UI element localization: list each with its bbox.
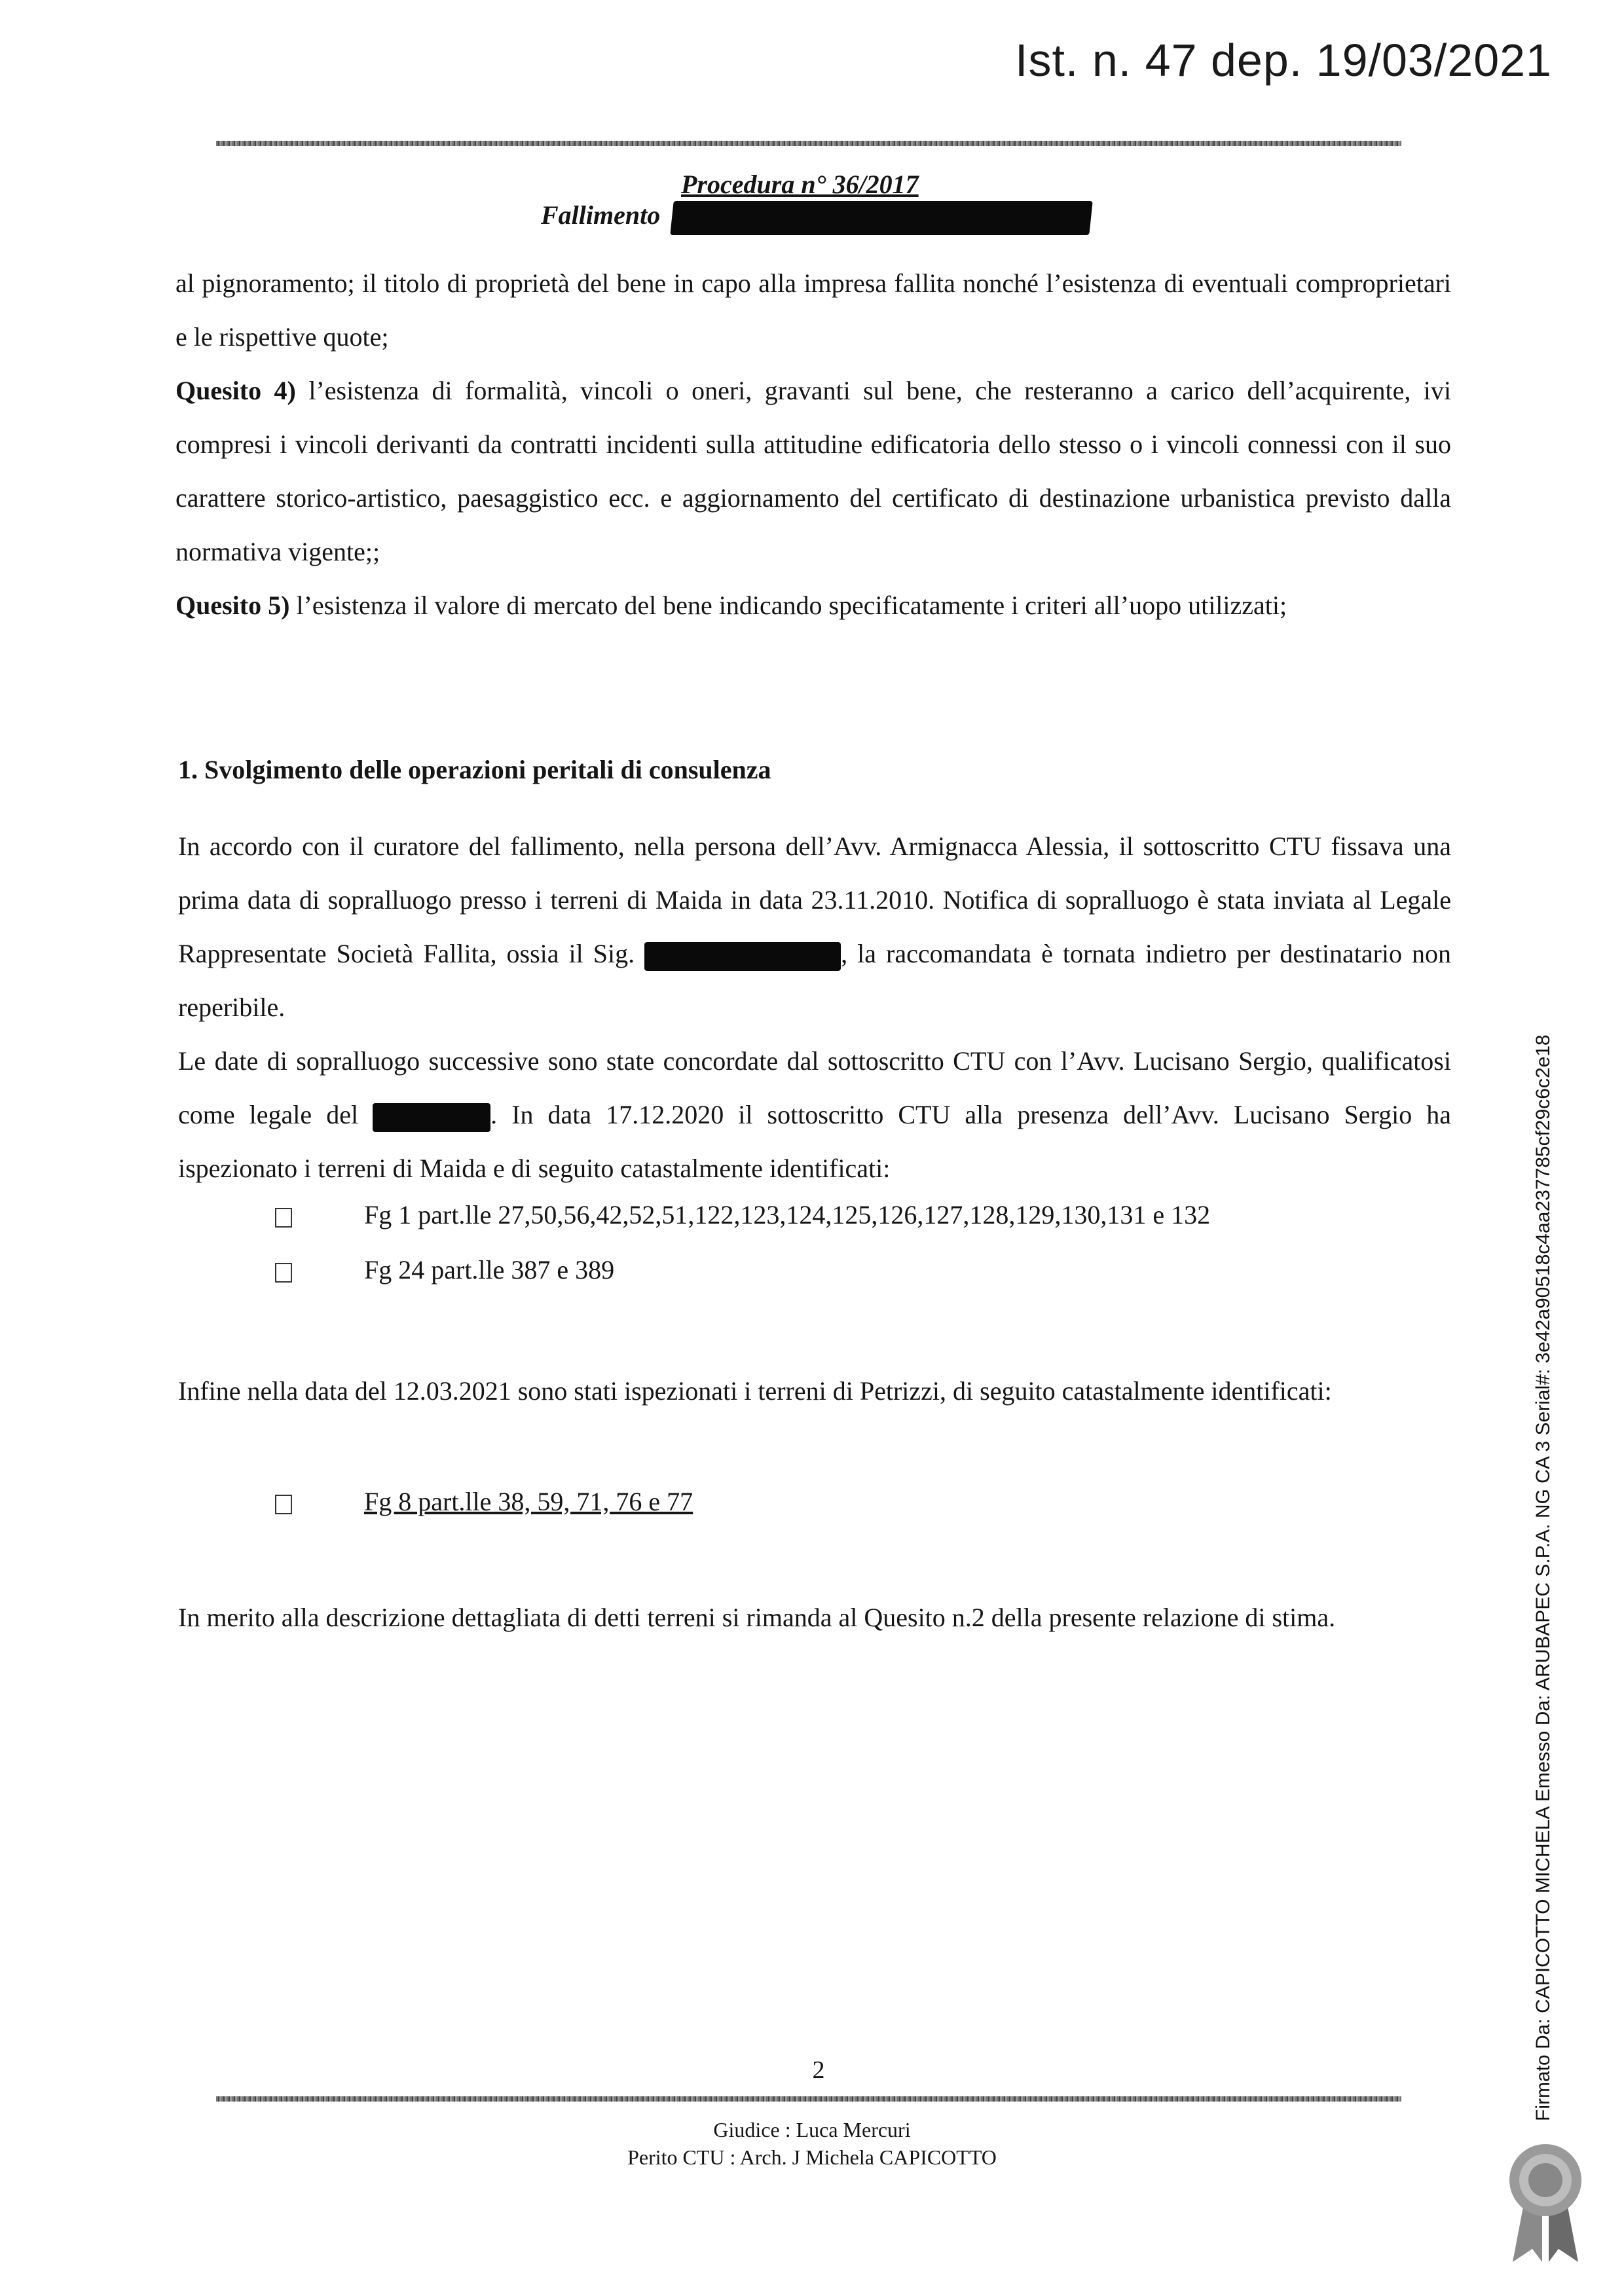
list-item-text: Fg 8 part.lle 38, 59, 71, 76 e 77	[364, 1487, 693, 1516]
quesito-5	[175, 579, 1451, 632]
procedura-label	[681, 169, 919, 200]
p2-text-a: Le date di sopralluogo successive sono state concordate dal sottoscritto CTU con l’Avv. Lucisano Sergio, qualificatosi come legale del	[178, 1046, 1451, 1129]
page-number: 2	[812, 2056, 825, 2084]
paragraph-first-inspection	[178, 820, 1451, 1034]
list-item-petrizzi-fg8	[275, 1486, 693, 1517]
checkbox-icon	[275, 1208, 292, 1228]
quesito-5-text: l’esistenza il valore di mercato del bene indicando specificatamente i criteri all’uopo utilizzati;	[296, 591, 1287, 620]
footer-rule	[216, 2096, 1401, 2102]
list-item-maida-fg1	[275, 1199, 1210, 1230]
procedura-text: Procedura n° 36/2017	[681, 170, 919, 199]
section-title: 1. Svolgimento delle operazioni peritali di consulenza	[178, 755, 771, 784]
paragraph-petrizzi: Infine nella data del 12.03.2021 sono stati ispezionati i terreni di Petrizzi, di seguito catastalmente identificati:	[178, 1376, 1332, 1406]
p2-text-b: . In data 17.12.2020 il sottoscritto CTU alla presenza dell’Avv. Lucisano Sergio ha ispezionato i terreni di Maida e di seguito catastalmente identificati:	[178, 1100, 1452, 1183]
redacted-legal-rep	[644, 942, 841, 971]
checkbox-icon	[275, 1263, 292, 1283]
header-rule	[216, 141, 1401, 146]
section1-body	[178, 820, 1451, 1195]
list-item-text: Fg 24 part.lle 387 e 389	[364, 1255, 615, 1285]
list-item-text: Fg 1 part.lle 27,50,56,42,52,51,122,123,124,125,126,127,128,129,130,131 e 132	[364, 1200, 1211, 1230]
footer-judge: Giudice : Luca Mercuri	[713, 2118, 911, 2141]
footer	[583, 2116, 1041, 2171]
footer-expert: Perito CTU : Arch. J Michela CAPICOTTO	[627, 2145, 997, 2169]
redacted-company	[373, 1103, 490, 1132]
quesito-5-label: Quesito 5)	[175, 591, 290, 620]
p1-text-b: , la raccomandata è tornata indietro per destinatario non reperibile.	[178, 939, 1452, 1022]
quesito-4-label: Quesito 4)	[175, 376, 296, 405]
deposit-stamp: Ist. n. 47 dep. 19/03/2021	[1015, 35, 1552, 86]
quesito-4-text: l’esistenza di formalità, vincoli o oneri, gravanti sul bene, che resteranno a carico dell’acquirente, ivi compresi i vincoli derivanti da contratti incidenti sulla attitudine edificatoria dello stesso o i vincoli connessi con il suo carattere storico-artistico, paesaggistico ecc. e aggiornamento del certificato di destinazione urbanistica previsto dalla normativa vigente;;	[175, 376, 1452, 566]
paragraph-subsequent-inspections	[178, 1034, 1451, 1195]
p1-text-a: In accordo con il curatore del fallimento, nella persona dell’Avv. Armignacca Alessia, il sottoscritto CTU fissava una prima data di sopralluogo presso i terreni di Maida in data 23.11.2010. Notifica di sopralluogo è stata inviata al Legale Rappresentate Società Fallita, ossia il Sig.	[178, 831, 1451, 968]
digital-signature-note: Firmato Da: CAPICOTTO MICHELA Emesso Da: ARUBAPEC S.P.A. NG CA 3 Serial#: 3e42a90518c4aa23778​5cf29c6c2e18	[1532, 1034, 1554, 2121]
quesito-4	[175, 364, 1451, 579]
paragraph-reference: In merito alla descrizione dettagliata di detti terreni si rimanda al Quesito n.2 della presente relazione di stima.	[178, 1603, 1336, 1632]
intro-line: al pignoramento; il titolo di proprietà del bene in capo alla impresa fallita nonché l’esistenza di eventuali comproprietari e le rispettive quote;	[175, 268, 1451, 352]
fallimento-text: Fallimento	[541, 200, 661, 230]
redacted-name	[671, 201, 1093, 235]
fallimento-line	[541, 200, 1091, 235]
intro-block	[175, 257, 1451, 632]
signature-seal-icon	[1503, 2141, 1588, 2265]
checkbox-icon	[275, 1495, 292, 1514]
list-item-maida-fg24	[275, 1254, 614, 1285]
